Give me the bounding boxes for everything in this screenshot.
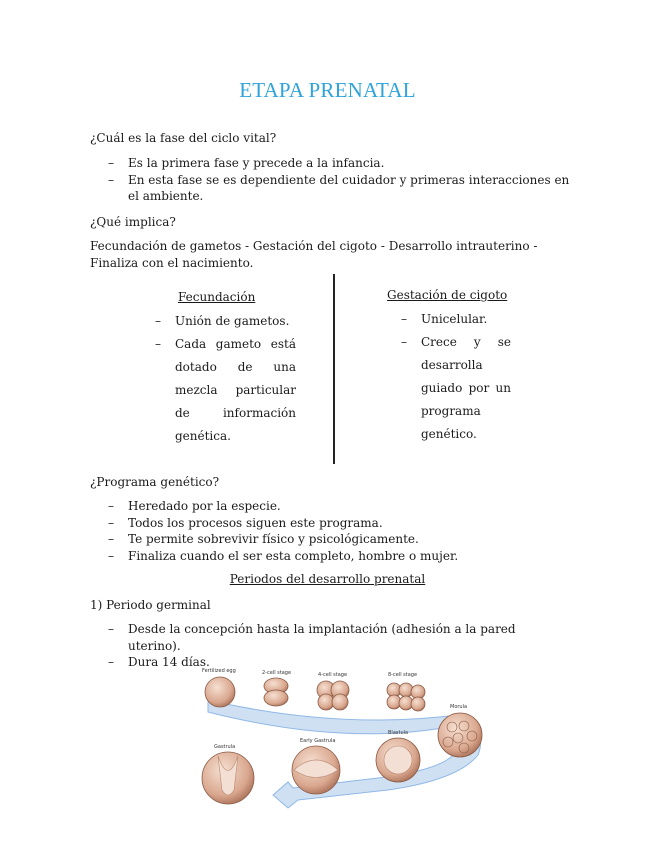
label-blastula: Blastula [388,730,409,736]
label-4-cell: 4-cell stage [318,672,348,678]
column-divider [333,274,335,464]
list-item: – Unión de gametos. [175,310,296,333]
gestacion-heading: Gestación de cigoto [387,288,508,302]
gastrula [202,752,254,804]
periods-heading: Periodos del desarrollo prenatal [229,572,426,586]
label-gastrula: Gastrula [214,744,236,750]
fecundacion-heading: Fecundación [178,290,256,304]
fecundacion-list [175,310,296,448]
list-item: – Es la primera fase y precede a la infancia. [90,155,570,172]
four-cell-stage [317,681,349,710]
two-cell-stage [264,678,288,706]
genetic-program-list [90,498,570,564]
list-item: – Todos los procesos siguen este programa. [90,515,570,532]
label-2-cell: 2-cell stage [262,670,292,676]
list-item: – Te permite sobrevivir físico y psicológicamente. [90,531,570,548]
list-item: – Heredado por la especie. [90,498,570,515]
eight-cell-stage [387,683,425,711]
question-life-phase: ¿Cuál es la fase del ciclo vital? [90,131,277,145]
morula [438,713,482,757]
list-item: – Cada gameto está dotado de una mezcla particular de información genética. [175,333,296,448]
life-phase-list [90,155,570,205]
question-genetic-program: ¿Programa genético? [90,475,220,489]
list-item: – Crece y se desarrolla guiado por un programa genético. [421,331,511,446]
list-item: – Finaliza cuando el ser esta completo, hombre o mujer. [90,548,570,565]
list-item: – En esta fase se es dependiente del cuidador y primeras interacciones en el ambiente. [90,172,570,205]
page-title: ETAPA PRENATAL [239,78,416,102]
question-implies: ¿Qué implica? [90,215,176,229]
fertilized-egg [205,677,235,707]
label-morula: Morula [450,704,468,710]
implies-text: Fecundación de gametos - Gestación del cigoto - Desarrollo intrauterino - Finaliza con el nacimiento. [90,239,538,270]
early-gastrula [292,746,340,794]
blastula [376,738,420,782]
label-8-cell: 8-cell stage [388,672,418,678]
period-germinal-heading: 1) Periodo germinal [90,598,211,612]
embryo-development-figure [188,660,488,810]
label-early-gastrula: Early Gastrula [300,738,336,744]
list-item: – Unicelular. [421,308,511,331]
list-item: – Dura 14 días. [90,654,570,671]
list-item: – Desde la concepción hasta la implantación (adhesión a la pared uterino). [90,621,570,654]
label-fertilized-egg: Fertilized egg [202,668,236,674]
gestacion-list [421,308,511,446]
